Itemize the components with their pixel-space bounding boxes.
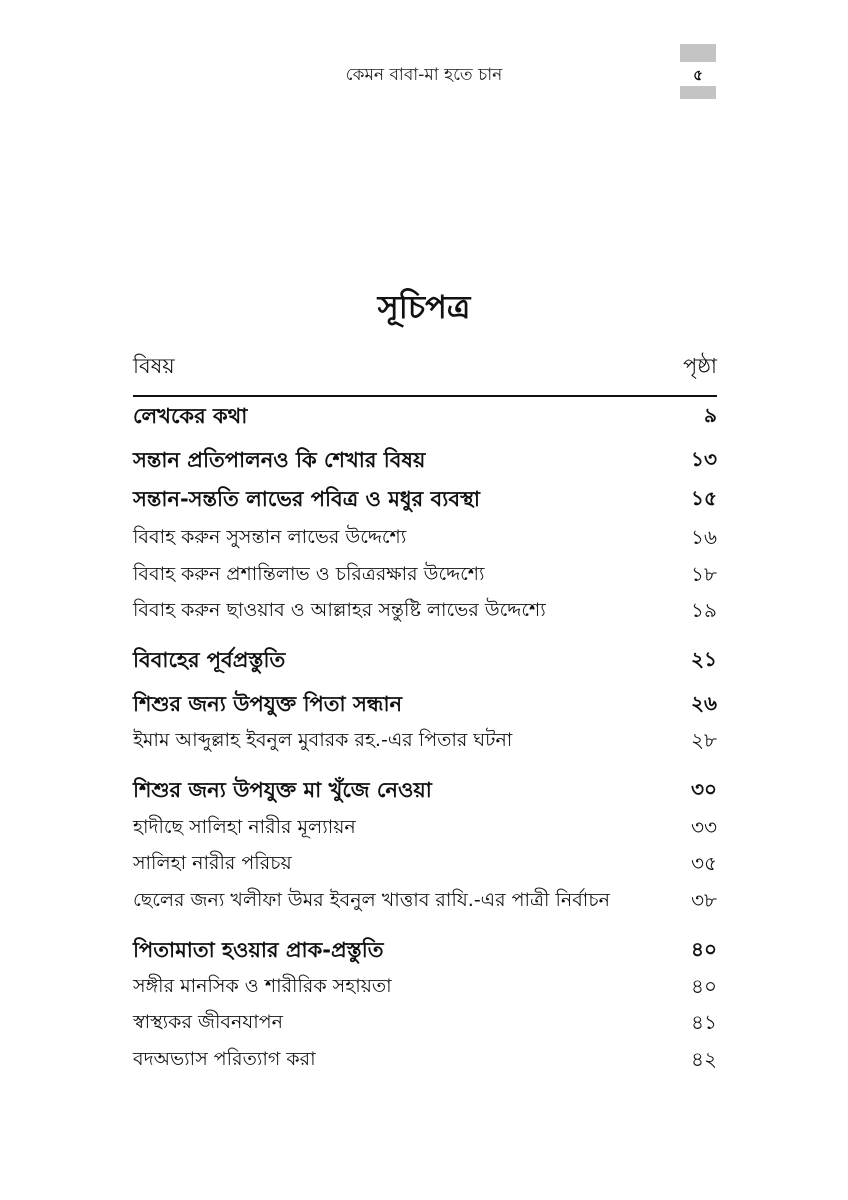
toc-entry[interactable]: [133, 887, 717, 917]
toc-entry-label: লেখকের কথা: [133, 403, 248, 428]
toc-title: সূচিপত্র: [377, 288, 471, 326]
toc-entry[interactable]: [133, 973, 717, 1003]
toc-entry-page: ৪০: [691, 936, 717, 961]
toc-entry-page: ১৩: [691, 446, 717, 471]
toc-entry-page: ৩০: [690, 776, 717, 801]
running-head: কেমন বাবা-মা হতে চান: [345, 65, 503, 85]
toc-entry-label: স্বাস্থ্যকর জীবনযাপন: [133, 1011, 283, 1033]
toc-entry-label: বিবাহ করুন সুসন্তান লাভের উদ্দেশ্যে: [133, 526, 407, 548]
toc-entry-label: সন্তান-সন্ততি লাভের পবিত্র ও মধুর ব্যবস্থা: [133, 486, 480, 511]
toc-list: [133, 0, 717, 1200]
toc-entry-label: শিশুর জন্য উপযুক্ত মা খুঁজে নেওয়া: [133, 777, 432, 802]
toc-entry-label: ইমাম আব্দুল্লাহ ইবনুল মুবারক রহ.-এর পিতার ঘটনা: [133, 729, 513, 751]
toc-entry[interactable]: [133, 850, 717, 880]
toc-entry[interactable]: [133, 1046, 717, 1076]
toc-entry[interactable]: [133, 524, 717, 554]
toc-entry[interactable]: [133, 776, 717, 806]
toc-entry-label: ছেলের জন্য খলীফা উমর ইবনুল খাত্তাব রাযি.-এর পাত্রী নির্বাচন: [133, 889, 610, 911]
toc-entry[interactable]: [133, 446, 717, 476]
toc-entry[interactable]: [133, 597, 717, 627]
toc-entry[interactable]: [133, 646, 717, 676]
toc-header-topic: বিষয়: [133, 354, 175, 378]
toc-header-page: পৃষ্ঠা: [682, 354, 717, 378]
toc-entry-page: ৯: [704, 402, 717, 427]
toc-entry[interactable]: [133, 690, 717, 720]
toc-entry-label: সঙ্গীর মানসিক ও শারীরিক সহায়তা: [133, 975, 392, 997]
toc-entry-label: বিবাহের পূর্বপ্রস্তুতি: [133, 647, 286, 672]
page-number: ৫: [693, 66, 703, 84]
toc-entry-page: ১৬: [691, 524, 717, 549]
toc-entry[interactable]: [133, 814, 717, 844]
toc-entry[interactable]: [133, 561, 717, 591]
toc-entry-label: হাদীছে সালিহা নারীর মূল্যায়ন: [133, 816, 356, 838]
toc-entry-label: বিবাহ করুন ছাওয়াব ও আল্লাহর সন্তুষ্টি লাভের উদ্দেশ্যে: [133, 599, 546, 621]
toc-entry-page: ৩৩: [690, 814, 717, 839]
toc-entry[interactable]: [133, 936, 717, 966]
toc-entry-label: বিবাহ করুন প্রশান্তিলাভ ও চরিত্ররক্ষার উদ্দেশ্যে: [133, 563, 485, 585]
toc-entry-page: ১৯: [691, 597, 717, 622]
toc-entry-page: ২৮: [691, 727, 717, 752]
toc-entry-page: ৪১: [691, 1009, 717, 1034]
toc-entry[interactable]: [133, 1009, 717, 1039]
toc-entry[interactable]: [133, 485, 717, 515]
toc-entry-page: ৩৮: [691, 887, 717, 912]
toc-entry[interactable]: [133, 727, 717, 757]
toc-entry-page: ৪২: [691, 1046, 717, 1071]
toc-entry-page: ২৬: [690, 690, 717, 715]
toc-entry-label: সন্তান প্রতিপালনও কি শেখার বিষয়: [133, 447, 426, 472]
toc-entry-page: ১৫: [691, 485, 717, 510]
toc-entry-page: ৪০: [691, 973, 717, 998]
toc-entry-label: বদঅভ্যাস পরিত্যাগ করা: [133, 1048, 316, 1070]
toc-entry-label: শিশুর জন্য উপযুক্ত পিতা সন্ধান: [133, 691, 403, 716]
toc-entry-page: ৩৫: [691, 850, 717, 875]
toc-entry-page: ২১: [691, 646, 717, 671]
toc-entry-label: সালিহা নারীর পরিচয়: [133, 852, 292, 874]
toc-entry-page: ১৮: [691, 561, 717, 586]
toc-entry-label: পিতামাতা হওয়ার প্রাক-প্রস্তুতি: [133, 937, 384, 962]
toc-entry[interactable]: [133, 402, 717, 432]
